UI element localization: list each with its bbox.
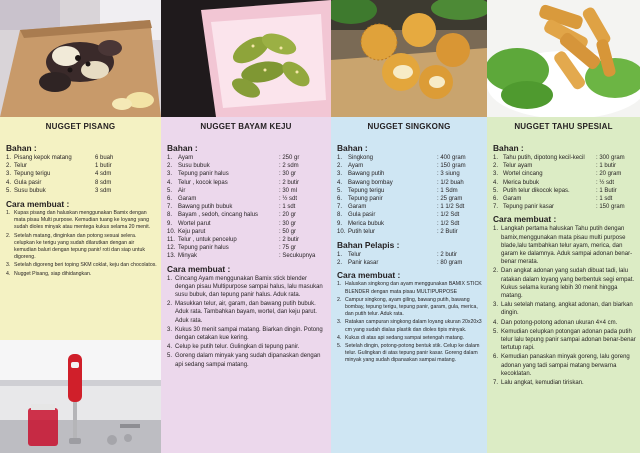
ingredient-number: 9. [167, 220, 173, 227]
recipe-title: NUGGET BAYAM KEJU [200, 122, 292, 131]
ingredient-qty: 1 butir [95, 163, 112, 170]
ingredient-name: Tepung terigu [348, 187, 385, 194]
step-text: Kemudian celupkan potongan adonan pada putih telur lalu tepung panir sampai adonan benar-benar tertutup rapi. [501, 328, 636, 352]
ingredient-number: 12. [167, 245, 176, 252]
step-list [6, 210, 157, 278]
ingredient-qty: : 30 ml [279, 187, 298, 194]
ingredient-number: 1. [6, 155, 12, 161]
recipe-column-bayam-keju [161, 0, 331, 453]
ingredient-list [493, 154, 636, 211]
bahan-heading: Bahan : [167, 143, 198, 153]
ingredient-qty: : 80 gram [437, 260, 463, 267]
step-text: Ratakan campuran singkong dalam loyang ukuran 20x20x3 cm yang sudah dialas plastik dan dioles tipis minyak. [345, 319, 482, 333]
ingredient-number: 6. [337, 196, 343, 203]
step-number: 3. [6, 262, 11, 269]
bahan-heading: Bahan : [337, 143, 368, 153]
bahan-heading: Bahan : [493, 143, 524, 153]
ingredient-number: 1. [337, 155, 343, 161]
ingredient-item [493, 187, 636, 195]
ingredient-item [337, 154, 483, 162]
cara-heading: Cara membuat : [337, 270, 401, 281]
ingredient-number: 8. [167, 212, 173, 219]
ingredient-qty: 3 sdm [95, 187, 112, 194]
step-number: 6. [493, 354, 499, 361]
ingredient-qty: : 250 gr [279, 155, 300, 161]
photo-nugget-pisang [0, 0, 161, 117]
step-item [337, 297, 483, 319]
step-text: Nugget Pisang, siap dihidangkan. [14, 270, 92, 277]
ingredient-item [493, 154, 636, 162]
ingredient-item [493, 170, 636, 178]
recipe-content [337, 141, 483, 366]
ingredient-name: Putih telur dikocok lepas. [503, 187, 570, 194]
ingredient-item [167, 220, 327, 228]
step-text: Kemudian panaskan minyak goreng, lalu goreng adonan yang tadi sampai matang berwarna kecoklatan. [501, 354, 630, 377]
ingredient-item [167, 236, 327, 244]
ingredient-item [337, 162, 483, 170]
ingredient-qty: : 2 butir [279, 179, 300, 186]
pelapis-list [337, 251, 483, 267]
ingredient-item [167, 244, 327, 252]
step-number: 2. [493, 268, 499, 275]
step-number: 2. [337, 296, 342, 303]
step-text: Langkah pertama haluskan Tahu putih dengan bamix,menggunakan mata pisau multi purpose blade,lalu tambahkan telur ayam, merica, dan garam ke dalamnya. Aduk sampai adonan benar-benar merata. [501, 226, 633, 266]
step-text: Campur singkong, ayam giling, bawang putih, bawang bombay, tepung terigu, tepung panir, garam, gula, merica, dan putih telur. Aduk rata. [345, 296, 478, 318]
ingredient-item [493, 203, 636, 211]
ingredient-number: 4. [6, 179, 12, 186]
ingredient-name: Telur [348, 252, 362, 259]
ingredient-qty: : 50 gr [279, 228, 297, 235]
ingredient-number: 3. [167, 171, 173, 178]
ingredient-qty: : 30 gr [279, 220, 297, 227]
step-item [493, 353, 636, 378]
ingredient-number: 1. [337, 252, 343, 259]
recipe-content [6, 141, 157, 279]
step-list [337, 281, 483, 364]
ingredient-item [167, 187, 327, 195]
ingredient-item [337, 179, 483, 187]
ingredient-name: Air [178, 187, 186, 194]
ingredient-qty: : 30 gr [279, 171, 297, 178]
step-item [167, 343, 327, 351]
ingredient-item [6, 187, 157, 195]
step-text: Setelah digoreng beri toping SKM coklat, keju dan chocolatos. [14, 262, 157, 269]
step-text: Lalu angkat, kemudian tiriskan. [501, 380, 584, 387]
step-item [493, 328, 636, 353]
ingredient-qty: 4 sdm [95, 171, 112, 178]
recipe-title: NUGGET PISANG [45, 122, 116, 131]
cara-heading: Cara membuat : [6, 199, 70, 210]
ingredient-name: Wortel parut [178, 220, 211, 227]
ingredient-name: Telur ayam [503, 163, 533, 170]
step-text: Kukus 30 menit sampai matang. Biarkan dingin. Potong dengan cetakan kue kering. [175, 326, 323, 342]
ingredient-number: 11. [167, 237, 175, 244]
ingredient-number: 5. [337, 187, 343, 194]
step-number: 4. [493, 319, 499, 326]
step-list [493, 225, 636, 387]
ingredient-item [167, 203, 327, 211]
step-number: 2. [6, 232, 11, 239]
ingredient-name: Bawang bombay [348, 179, 393, 186]
ingredient-qty: : 150 gram [437, 163, 466, 170]
ingredient-name: Merica bubuk [503, 179, 540, 186]
step-text: Kukus di atas api sedang sampai setengah matang. [345, 334, 465, 341]
step-text: Cincang Ayam menggunakan Bamix stick blender dengan pisau Multipurpose sampai halus, lalu masukan susu bubuk, dan tepung panir halus. Aduk rata. [175, 275, 323, 299]
step-item [6, 271, 157, 278]
step-item [167, 300, 327, 325]
ingredient-item [337, 228, 483, 236]
recipe-title: NUGGET SINGKONG [367, 122, 451, 131]
step-number: 5. [167, 353, 173, 360]
ingredient-item [337, 203, 483, 211]
ingredient-item [167, 195, 327, 203]
ingredient-number: 2. [337, 163, 343, 170]
ingredient-number: 13. [167, 253, 176, 260]
ingredient-name: Bawang putih [348, 171, 385, 178]
ingredient-qty: : Secukupnya [279, 253, 316, 260]
ingredient-name: Susu bubuk [178, 163, 210, 170]
ingredient-qty: 6 buah [95, 155, 114, 161]
step-item [6, 262, 157, 269]
ingredient-qty: : 300 gram [596, 155, 625, 161]
step-text: Masukkan telur, air, garam, dan bawang putih bubuk. Aduk rata. Tambahkan bayam, wortel, dan keju parut. Aduk rata. [175, 301, 317, 324]
ingredient-name: Gula pasir [14, 179, 42, 186]
ingredient-number: 5. [493, 187, 499, 194]
recipe-title: NUGGET TAHU SPESIAL [514, 122, 613, 131]
recipe-column-singkong [331, 0, 487, 453]
ingredient-item [337, 259, 483, 267]
ingredient-qty: : ½ sdt [279, 196, 298, 203]
step-item [6, 210, 157, 232]
ingredient-qty: : 20 gr [279, 212, 297, 219]
ingredient-name: Telur , kocok lepas [178, 179, 228, 186]
ingredient-qty: : 2 sdm [279, 163, 299, 170]
ingredient-item [6, 162, 157, 170]
ingredient-list [337, 154, 483, 236]
ingredient-number: 4. [493, 179, 499, 186]
ingredient-number: 7. [337, 204, 343, 211]
ingredient-name: Garam [178, 196, 197, 203]
ingredient-qty: : 1 butir [596, 163, 617, 170]
photo-nugget-bayam-keju [161, 0, 331, 117]
step-item [493, 225, 636, 266]
ingredient-name: Tepung panir kasar [503, 204, 555, 211]
ingredient-number: 3. [337, 171, 343, 178]
step-text: Goreng dalam minyak yang sudah dipanaskan dengan api sedang sampai matang. [175, 353, 321, 368]
step-item [337, 281, 483, 295]
ingredient-number: 4. [167, 179, 173, 186]
step-item [167, 352, 327, 368]
ingredient-name: Tepung panir halus [178, 245, 229, 252]
ingredient-qty: : 1/2 Sdt [437, 212, 460, 219]
ingredient-name: Tepung panir halus [178, 171, 229, 178]
step-number: 3. [167, 326, 173, 333]
step-number: 7. [493, 380, 499, 387]
ingredient-number: 5. [6, 187, 12, 194]
ingredient-qty: : 150 gram [596, 204, 625, 211]
ingredient-name: Tepung panir [348, 196, 383, 203]
ingredient-number: 2. [167, 163, 173, 170]
ingredient-number: 10. [167, 228, 176, 235]
step-number: 4. [337, 334, 342, 341]
cara-heading: Cara membuat : [167, 263, 231, 274]
ingredient-item [337, 220, 483, 228]
ingredient-item [337, 251, 483, 259]
ingredient-list [167, 154, 327, 261]
ingredient-item [6, 179, 157, 187]
step-item [337, 319, 483, 333]
ingredient-qty: : 2 butir [437, 252, 458, 259]
ingredient-name: Putih telur [348, 228, 376, 235]
ingredient-number: 4. [337, 179, 343, 186]
ingredient-qty: : 1 1/2 Sdt [437, 204, 465, 211]
ingredient-name: Pisang kepok matang [14, 155, 72, 161]
step-item [337, 343, 483, 365]
ingredient-name: Ayam [348, 163, 364, 170]
ingredient-item [6, 154, 157, 162]
ingredient-item [337, 170, 483, 178]
step-number: 5. [337, 343, 342, 350]
ingredient-name: Gula pasir [348, 212, 376, 219]
step-text: Lalu setelah matang, angkat adonan, dan biarkan dingin. [501, 302, 633, 317]
ingredient-number: 8. [337, 212, 343, 219]
ingredient-qty: : 3 siung [437, 171, 460, 178]
step-item [167, 326, 327, 342]
ingredient-number: 6. [167, 196, 173, 203]
ingredient-qty: : ½ sdt [596, 179, 615, 186]
ingredient-name: Panir kasar [348, 260, 379, 267]
step-text: Dan potong-potong adonan ukuran 4×4 cm. [501, 319, 618, 326]
ingredient-number: 2. [6, 163, 12, 170]
step-number: 1. [6, 210, 11, 217]
photo-bamix-blender [0, 340, 161, 453]
step-text: Haluskan singkong dan ayam menggunakan BAMIX STICK BLENDER dengan mata pisau MULTIPURPOSE [345, 281, 482, 295]
ingredient-qty: : 2 Butir [437, 228, 458, 235]
recipe-column-pisang [0, 0, 161, 453]
step-number: 5. [493, 328, 499, 335]
step-list [167, 275, 327, 369]
ingredient-number: 3. [493, 171, 499, 178]
step-text: Celup ke putih telur. Gulingkan di tepung panir. [175, 344, 300, 351]
ingredient-item [167, 162, 327, 170]
ingredient-item [337, 195, 483, 203]
step-number: 1. [337, 281, 342, 288]
recipe-content [493, 141, 636, 388]
ingredient-name: Garam [348, 204, 367, 211]
ingredient-name: Wortel cincang [503, 171, 543, 178]
ingredient-number: 7. [493, 204, 499, 211]
ingredient-item [493, 195, 636, 203]
ingredient-number: 2. [493, 163, 499, 170]
ingredient-item [167, 154, 327, 162]
ingredient-name: Susu bubuk [14, 187, 46, 194]
ingredient-number: 1. [167, 155, 173, 161]
ingredient-number: 1. [493, 155, 499, 161]
ingredient-name: Keju parut [178, 228, 206, 235]
recipe-column-tahu-spesial [487, 0, 640, 453]
step-item [493, 301, 636, 317]
step-item [337, 335, 483, 342]
ingredient-item [337, 211, 483, 219]
ingredient-number: 2. [337, 260, 343, 267]
ingredient-item [6, 170, 157, 178]
ingredient-name: Garam [503, 196, 522, 203]
ingredient-number: 6. [493, 196, 499, 203]
step-text: Setelah dingin, potong-potong bentuk stik. Celup ke dalam telur. Gulingkan di atas tepung panir kasar. Goreng dalam minyak yang sudah dipanaskan sampai matang. [345, 343, 480, 364]
step-number: 4. [6, 270, 11, 277]
photo-nugget-tahu [487, 0, 640, 117]
ingredient-number: 10. [337, 228, 346, 235]
recipe-content [167, 141, 327, 370]
ingredient-item [167, 211, 327, 219]
ingredient-name: Merica bubuk [348, 220, 385, 227]
step-item [167, 275, 327, 300]
ingredient-qty: : 1 Butir [596, 187, 617, 194]
ingredient-name: Tepung terigu [14, 171, 51, 178]
step-item [493, 267, 636, 300]
step-number: 4. [167, 344, 173, 351]
step-text: Setelah matang, dinginkan dan potong sesuai selera. celupkan ke terigu yang sudah dilarutkan dengan air kemudian baluri dengan tepung panir/ roti dan siap untuk digoreng. [14, 232, 145, 261]
bahan-heading: Bahan : [6, 143, 37, 153]
step-item [6, 233, 157, 262]
step-number: 3. [493, 302, 499, 309]
ingredient-name: Tahu putih, dipotong kecil-kecil [503, 155, 585, 161]
ingredient-qty: : 1/2 buah [437, 179, 464, 186]
pelapis-heading: Bahan Pelapis : [337, 240, 400, 251]
ingredient-item [167, 170, 327, 178]
ingredient-item [493, 179, 636, 187]
step-number: 1. [493, 226, 499, 233]
ingredient-item [337, 187, 483, 195]
step-number: 1. [167, 275, 173, 282]
ingredient-qty: : 75 gr [279, 245, 297, 252]
ingredient-number: 3. [6, 171, 12, 178]
ingredient-name: Minyak [178, 253, 198, 260]
step-text: Kupas pisang dan haluskan menggunakan Bamix dengan mata pisau Multi purpose. Kemudian tuang ke loyang yang sudah dioles minyak atau mentega kukus selama 20 menit. [14, 210, 151, 231]
ingredient-list [6, 154, 157, 195]
ingredient-name: Telur [14, 163, 28, 170]
ingredient-name: Telur , untuk pencelup [178, 237, 237, 244]
ingredient-number: 7. [167, 204, 173, 211]
step-text: Dan angkat adonan yang sudah dibuat tadi, lalu ratakan dalam loyang yang berbentuk segi empat. Kukus selama kurang lebih 30 menit hingga matang. [501, 268, 635, 300]
ingredient-qty: : 1 sdt [596, 196, 613, 203]
photo-nugget-singkong [331, 0, 487, 117]
cara-heading: Cara membuat : [493, 214, 557, 225]
ingredient-qty: : 400 gram [437, 155, 466, 161]
ingredient-qty: : 1 Sdm [437, 187, 458, 194]
ingredient-qty: 8 sdm [95, 179, 112, 186]
ingredient-item [167, 228, 327, 236]
ingredient-name: Ayam [178, 155, 194, 161]
ingredient-name: Bawang putih bubuk [178, 204, 233, 211]
step-item [493, 319, 636, 327]
step-number: 2. [167, 301, 173, 308]
ingredient-qty: : 2 butir [279, 237, 300, 244]
ingredient-item [493, 162, 636, 170]
ingredient-number: 9. [337, 220, 343, 227]
ingredient-item [167, 252, 327, 260]
ingredient-item [167, 179, 327, 187]
ingredient-qty: : 25 gram [437, 196, 463, 203]
step-item [493, 379, 636, 387]
ingredient-qty: : 1/2 Sdt [437, 220, 460, 227]
ingredient-number: 5. [167, 187, 173, 194]
ingredient-name: Singkong [348, 155, 374, 161]
ingredient-name: Bayam , sedoh, cincang halus [178, 212, 259, 219]
ingredient-qty: : 1 sdt [279, 204, 296, 211]
ingredient-qty: : 20 gram [596, 171, 622, 178]
step-number: 3. [337, 319, 342, 326]
